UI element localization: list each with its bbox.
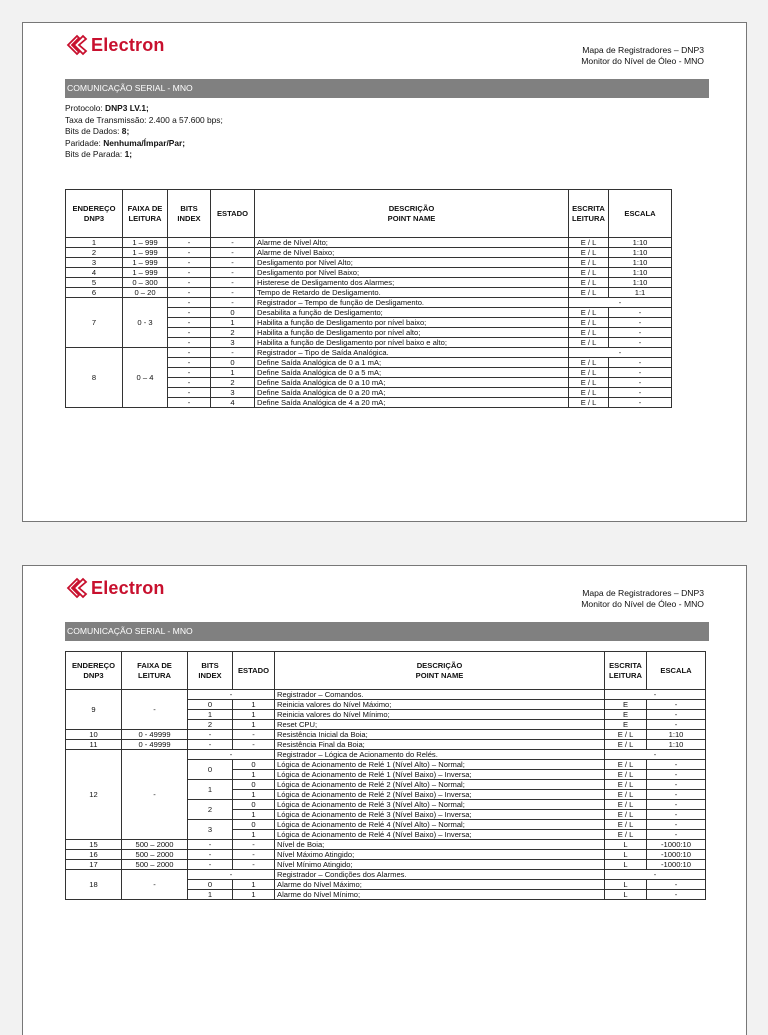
cell-range: 0 – 4 xyxy=(123,348,168,408)
cell-state: - xyxy=(233,730,275,740)
cell-range: 0 - 3 xyxy=(123,298,168,348)
cell-scale: - xyxy=(647,830,706,840)
header-rw: ESCRITA LEITURA xyxy=(569,190,609,238)
header-scale: ESCALA xyxy=(609,190,672,238)
cell-bits: - xyxy=(168,288,211,298)
table-row xyxy=(66,268,672,278)
table-row xyxy=(66,248,672,258)
cell-description: Lógica de Acionamento de Relé 3 (Nível Baixo) – Inversa; xyxy=(275,810,605,820)
cell-state: 0 xyxy=(233,760,275,770)
cell-description: Define Saída Analógica de 0 a 20 mA; xyxy=(255,388,569,398)
cell-rw: E xyxy=(605,720,647,730)
cell-address: 2 xyxy=(66,248,123,258)
cell-rw-scale: - xyxy=(605,690,706,700)
register-table-1 xyxy=(65,189,672,408)
header-scale: ESCALA xyxy=(647,652,706,690)
document-header xyxy=(581,588,704,610)
cell-rw-scale: - xyxy=(569,298,672,308)
table-row xyxy=(66,278,672,288)
cell-state: - xyxy=(211,248,255,258)
cell-bits: - xyxy=(168,318,211,328)
table-row xyxy=(66,840,706,850)
table-header-row xyxy=(66,652,706,690)
document-header xyxy=(581,45,704,67)
cell-bits: 2 xyxy=(188,720,233,730)
cell-bits: - xyxy=(168,238,211,248)
header-range: FAIXA DE LEITURA xyxy=(123,190,168,238)
cell-address: 5 xyxy=(66,278,123,288)
header-address: ENDEREÇO DNP3 xyxy=(66,190,123,238)
cell-rw: E / L xyxy=(605,810,647,820)
cell-state: 1 xyxy=(233,720,275,730)
cell-addr: 16 xyxy=(66,850,122,860)
cell-rw: E xyxy=(605,700,647,710)
parity-line: Paridade: Nenhuma/Ímpar/Par; xyxy=(65,137,186,148)
cell-state: - xyxy=(211,258,255,268)
header-rw: ESCRITA LEITURA xyxy=(605,652,647,690)
section-title-bar: COMUNICAÇÃO SERIAL - MNO xyxy=(65,622,709,641)
header-line-2: Monitor do Nível de Óleo - MNO xyxy=(581,599,704,609)
cell-scale: - xyxy=(609,378,672,388)
register-table-2 xyxy=(65,651,706,900)
cell-rw: E / L xyxy=(605,760,647,770)
cell-rw: L xyxy=(605,850,647,860)
cell-rw: E / L xyxy=(569,278,609,288)
cell-bits: - xyxy=(168,298,211,308)
cell-description: Registrador – Condições dos Alarmes. xyxy=(275,870,605,880)
cell-state: 0 xyxy=(233,780,275,790)
cell-rw: E / L xyxy=(569,388,609,398)
cell-rw: E / L xyxy=(569,268,609,278)
cell-rw: E / L xyxy=(569,398,609,408)
cell-addr: 15 xyxy=(66,840,122,850)
cell-state: 1 xyxy=(211,368,255,378)
header-state: ESTADO xyxy=(211,190,255,238)
cell-description: Lógica de Acionamento de Relé 2 (Nível Baixo) – Inversa; xyxy=(275,790,605,800)
cell-description: Reset CPU; xyxy=(275,720,605,730)
cell-state: 0 xyxy=(211,308,255,318)
cell-description: Registrador – Lógica de Acionamento do Relés. xyxy=(275,750,605,760)
cell-rw-scale: - xyxy=(569,348,672,358)
cell-state: 0 xyxy=(233,800,275,810)
cell-rw: E / L xyxy=(605,780,647,790)
cell-state: 1 xyxy=(211,318,255,328)
cell-address: 4 xyxy=(66,268,123,278)
cell-bits: 0 xyxy=(188,760,233,780)
cell-description: Registrador – Comandos. xyxy=(275,690,605,700)
cell-bits: - xyxy=(188,840,233,850)
cell-description: Reinicia valores do Nível Máximo; xyxy=(275,700,605,710)
table-row xyxy=(66,690,706,700)
cell-bits: - xyxy=(168,278,211,288)
cell-range: 500 – 2000 xyxy=(122,850,188,860)
cell-bits: 1 xyxy=(188,710,233,720)
cell-state: - xyxy=(211,278,255,288)
cell-state: 2 xyxy=(211,378,255,388)
cell-scale: 1:10 xyxy=(609,238,672,248)
cell-bits: - xyxy=(188,860,233,870)
cell-description: Alarme do Nível Mínimo; xyxy=(275,890,605,900)
cell-scale: -1000:10 xyxy=(647,850,706,860)
table-row xyxy=(66,860,706,870)
data-bits-line: Bits de Dados: 8; xyxy=(65,126,130,137)
cell-rw: E / L xyxy=(569,358,609,368)
cell-scale: - xyxy=(647,780,706,790)
cell-state: - xyxy=(211,288,255,298)
cell-bits: - xyxy=(168,368,211,378)
serial-settings xyxy=(65,103,223,161)
header-line-1: Mapa de Registradores – DNP3 xyxy=(582,588,704,598)
cell-scale: -1000:10 xyxy=(647,860,706,870)
cell-state: 3 xyxy=(211,388,255,398)
cell-address: 9 xyxy=(66,690,122,730)
cell-scale: -1000:10 xyxy=(647,840,706,850)
table-row xyxy=(66,750,706,760)
cell-scale: - xyxy=(609,328,672,338)
table-row xyxy=(66,870,706,880)
header-description: DESCRIÇÃO POINT NAME xyxy=(255,190,569,238)
cell-description: Define Saída Analógica de 0 a 10 mA; xyxy=(255,378,569,388)
cell-state: - xyxy=(233,740,275,750)
cell-description: Lógica de Acionamento de Relé 2 (Nível Alto) – Normal; xyxy=(275,780,605,790)
cell-scale: - xyxy=(609,388,672,398)
cell-description: Habilita a função de Desligamento por nível baixo; xyxy=(255,318,569,328)
cell-scale: - xyxy=(647,760,706,770)
cell-description: Resistência Inicial da Boia; xyxy=(275,730,605,740)
cell-bits: - xyxy=(168,348,211,358)
cell-bits: - xyxy=(188,850,233,860)
cell-bits-state: - xyxy=(188,750,275,760)
cell-range: 0 - 49999 xyxy=(122,740,188,750)
cell-range: 1 – 999 xyxy=(123,248,168,258)
cell-scale: 1:10 xyxy=(647,730,706,740)
cell-rw: E / L xyxy=(605,830,647,840)
header-bits: BITS INDEX xyxy=(188,652,233,690)
cell-scale: - xyxy=(647,810,706,820)
cell-rw: E / L xyxy=(569,308,609,318)
cell-range: - xyxy=(122,690,188,730)
cell-scale: 1:10 xyxy=(609,278,672,288)
cell-range: - xyxy=(122,750,188,840)
document-page-2 xyxy=(22,565,747,1035)
cell-bits: - xyxy=(168,258,211,268)
cell-rw-scale: - xyxy=(605,870,706,880)
cell-address: 1 xyxy=(66,238,123,248)
cell-description: Registrador – Tipo de Saída Analógica. xyxy=(255,348,569,358)
cell-description: Nível Máximo Atingido; xyxy=(275,850,605,860)
cell-bits: - xyxy=(168,338,211,348)
cell-scale: - xyxy=(647,800,706,810)
cell-scale: 1:10 xyxy=(609,268,672,278)
cell-state: 1 xyxy=(233,770,275,780)
cell-rw: E / L xyxy=(605,820,647,830)
cell-description: Lógica de Acionamento de Relé 4 (Nível Baixo) – Inversa; xyxy=(275,830,605,840)
cell-scale: - xyxy=(609,318,672,328)
cell-range: - xyxy=(122,870,188,900)
cell-address: 8 xyxy=(66,348,123,408)
cell-state: 0 xyxy=(233,820,275,830)
cell-description: Nível Mínimo Atingido; xyxy=(275,860,605,870)
cell-rw: E / L xyxy=(605,770,647,780)
cell-description: Define Saída Analógica de 0 a 1 mA; xyxy=(255,358,569,368)
cell-state: 1 xyxy=(233,830,275,840)
cell-description: Desligamento por Nível Alto; xyxy=(255,258,569,268)
cell-address: 18 xyxy=(66,870,122,900)
cell-bits: - xyxy=(168,398,211,408)
document-page-1 xyxy=(22,22,747,522)
cell-state: 1 xyxy=(233,790,275,800)
rate-line: Taxa de Transmissão: 2.400 a 57.600 bps; xyxy=(65,114,223,125)
cell-scale: - xyxy=(647,700,706,710)
cell-range: 1 – 999 xyxy=(123,268,168,278)
cell-rw: E / L xyxy=(605,730,647,740)
logo xyxy=(65,576,165,600)
cell-description: Desligamento por Nível Baixo; xyxy=(255,268,569,278)
cell-description: Lógica de Acionamento de Relé 1 (Nível Alto) – Normal; xyxy=(275,760,605,770)
cell-state: 1 xyxy=(233,700,275,710)
cell-state: - xyxy=(233,840,275,850)
cell-range: 0 – 300 xyxy=(123,278,168,288)
cell-range: 500 – 2000 xyxy=(122,840,188,850)
cell-scale: - xyxy=(609,308,672,318)
cell-bits-state: - xyxy=(188,870,275,880)
cell-range: 1 – 999 xyxy=(123,238,168,248)
logo xyxy=(65,33,165,57)
cell-description: Lógica de Acionamento de Relé 1 (Nível Baixo) – Inversa; xyxy=(275,770,605,780)
cell-scale: - xyxy=(647,770,706,780)
cell-state: - xyxy=(211,348,255,358)
cell-description: Alarme do Nível Máximo; xyxy=(275,880,605,890)
cell-rw: E / L xyxy=(569,248,609,258)
cell-range: 1 – 999 xyxy=(123,258,168,268)
cell-bits: - xyxy=(168,308,211,318)
header-description: DESCRIÇÃO POINT NAME xyxy=(275,652,605,690)
cell-rw: E / L xyxy=(569,258,609,268)
cell-bits-state: - xyxy=(188,690,275,700)
cell-state: - xyxy=(211,268,255,278)
header-state: ESTADO xyxy=(233,652,275,690)
cell-scale: 1:10 xyxy=(609,248,672,258)
cell-bits: 1 xyxy=(188,780,233,800)
header-bits: BITS INDEX xyxy=(168,190,211,238)
cell-scale: - xyxy=(647,880,706,890)
cell-description: Lógica de Acionamento de Relé 3 (Nível Alto) – Normal; xyxy=(275,800,605,810)
cell-state: 2 xyxy=(211,328,255,338)
table-row xyxy=(66,258,672,268)
logo-text: Electron xyxy=(91,34,165,55)
header-line-2: Monitor do Nível de Óleo - MNO xyxy=(581,56,704,66)
stop-bits-line: Bits de Parada: 1; xyxy=(65,149,133,160)
cell-address: 6 xyxy=(66,288,123,298)
cell-state: 4 xyxy=(211,398,255,408)
cell-bits: 1 xyxy=(188,890,233,900)
cell-range: 0 – 20 xyxy=(123,288,168,298)
cell-description: Habilita a função de Desligamento por nível baixo e alto; xyxy=(255,338,569,348)
cell-bits: - xyxy=(188,730,233,740)
electron-logo-icon xyxy=(65,33,89,57)
cell-rw: L xyxy=(605,860,647,870)
cell-scale: - xyxy=(609,338,672,348)
electron-logo-icon xyxy=(65,576,89,600)
cell-address: 12 xyxy=(66,750,122,840)
cell-bits: 3 xyxy=(188,820,233,840)
cell-description: Define Saída Analógica de 4 a 20 mA; xyxy=(255,398,569,408)
logo-text: Electron xyxy=(91,577,165,598)
cell-bits: - xyxy=(168,328,211,338)
cell-rw: E xyxy=(605,710,647,720)
cell-addr: 17 xyxy=(66,860,122,870)
cell-state: - xyxy=(211,298,255,308)
cell-state: - xyxy=(233,850,275,860)
cell-bits: - xyxy=(168,358,211,368)
cell-description: Habilita a função de Desligamento por nível alto; xyxy=(255,328,569,338)
cell-state: 1 xyxy=(233,710,275,720)
cell-bits: 2 xyxy=(188,800,233,820)
cell-rw: L xyxy=(605,880,647,890)
header-line-1: Mapa de Registradores – DNP3 xyxy=(582,45,704,55)
cell-state: 0 xyxy=(211,358,255,368)
cell-bits: - xyxy=(168,268,211,278)
cell-rw: E / L xyxy=(569,378,609,388)
cell-bits: - xyxy=(168,248,211,258)
cell-address: 7 xyxy=(66,298,123,348)
cell-rw: E / L xyxy=(569,328,609,338)
cell-rw: E / L xyxy=(569,238,609,248)
cell-scale: - xyxy=(647,790,706,800)
cell-scale: - xyxy=(647,820,706,830)
cell-description: Histerese de Desligamento dos Alarmes; xyxy=(255,278,569,288)
cell-description: Reinicia valores do Nível Mínimo; xyxy=(275,710,605,720)
cell-bits: 0 xyxy=(188,880,233,890)
protocol-line: Protocolo: DNP3 LV.1; xyxy=(65,103,149,113)
cell-scale: - xyxy=(609,398,672,408)
cell-scale: 1:10 xyxy=(647,740,706,750)
table-row xyxy=(66,850,706,860)
cell-scale: - xyxy=(647,710,706,720)
cell-scale: - xyxy=(647,890,706,900)
section-title-bar: COMUNICAÇÃO SERIAL - MNO xyxy=(65,79,709,98)
cell-addr: 11 xyxy=(66,740,122,750)
cell-scale: - xyxy=(609,368,672,378)
cell-rw: E / L xyxy=(569,338,609,348)
table-row xyxy=(66,348,672,358)
cell-state: - xyxy=(233,860,275,870)
cell-state: 1 xyxy=(233,810,275,820)
cell-rw: E / L xyxy=(605,790,647,800)
cell-range: 500 – 2000 xyxy=(122,860,188,870)
table-row xyxy=(66,298,672,308)
cell-rw: E / L xyxy=(569,318,609,328)
cell-address: 3 xyxy=(66,258,123,268)
cell-state: - xyxy=(211,238,255,248)
cell-state: 3 xyxy=(211,338,255,348)
cell-description: Alarme de Nível Alto; xyxy=(255,238,569,248)
cell-description: Desabilita a função de Desligamento; xyxy=(255,308,569,318)
cell-state: 1 xyxy=(233,890,275,900)
cell-rw: E / L xyxy=(569,288,609,298)
cell-rw: E / L xyxy=(569,368,609,378)
cell-bits: 0 xyxy=(188,700,233,710)
header-range: FAIXA DE LEITURA xyxy=(122,652,188,690)
cell-rw: E / L xyxy=(605,740,647,750)
cell-description: Nível de Boia; xyxy=(275,840,605,850)
table-header-row xyxy=(66,190,672,238)
cell-rw: E / L xyxy=(605,800,647,810)
cell-description: Lógica de Acionamento de Relé 4 (Nível Alto) – Normal; xyxy=(275,820,605,830)
cell-state: 1 xyxy=(233,880,275,890)
table-row xyxy=(66,288,672,298)
cell-scale: 1:10 xyxy=(609,258,672,268)
cell-scale: - xyxy=(609,358,672,368)
cell-bits: - xyxy=(188,740,233,750)
cell-description: Resistência Final da Boia; xyxy=(275,740,605,750)
cell-addr: 10 xyxy=(66,730,122,740)
cell-description: Alarme de Nível Baixo; xyxy=(255,248,569,258)
cell-description: Tempo de Retardo de Desligamento. xyxy=(255,288,569,298)
cell-bits: - xyxy=(168,378,211,388)
cell-range: 0 - 49999 xyxy=(122,730,188,740)
cell-rw-scale: - xyxy=(605,750,706,760)
table-row xyxy=(66,730,706,740)
cell-rw: L xyxy=(605,840,647,850)
cell-bits: - xyxy=(168,388,211,398)
cell-scale: 1:1 xyxy=(609,288,672,298)
cell-description: Define Saída Analógica de 0 a 5 mA; xyxy=(255,368,569,378)
cell-rw: L xyxy=(605,890,647,900)
cell-description: Registrador – Tempo de função de Desligamento. xyxy=(255,298,569,308)
table-row xyxy=(66,740,706,750)
header-address: ENDEREÇO DNP3 xyxy=(66,652,122,690)
table-row xyxy=(66,238,672,248)
cell-scale: - xyxy=(647,720,706,730)
